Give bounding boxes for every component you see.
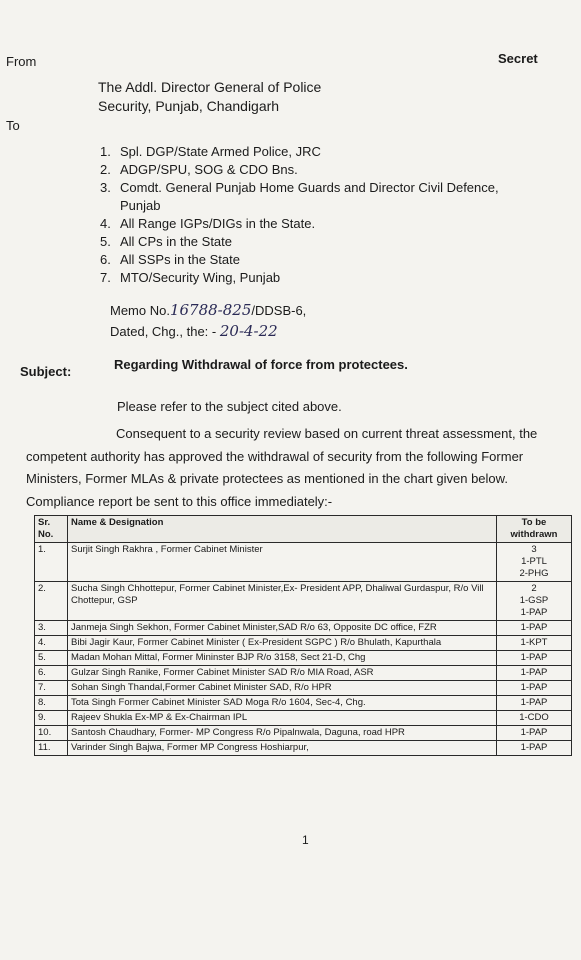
- withdrawn-entry: 1-PAP: [520, 742, 548, 753]
- cell-sr-no: 1.: [35, 543, 68, 582]
- table-row: [35, 651, 572, 666]
- subject-text: Regarding Withdrawal of force from protectees.: [114, 357, 408, 372]
- memo-prefix: Memo No.: [110, 303, 170, 318]
- cell-name-designation: Bibi Jagir Kaur, Former Cabinet Minister ( Ex-President SGPC ) R/o Bhulath, Kapurthala: [68, 636, 497, 651]
- dated-line: [110, 321, 306, 342]
- to-label: To: [6, 118, 20, 133]
- recipient-item: [100, 179, 499, 197]
- withdrawn-entry: 1-PAP: [520, 607, 548, 618]
- recipient-number: 2.: [100, 162, 111, 177]
- recipient-item: [100, 215, 499, 233]
- recipient-number: 4.: [100, 216, 111, 231]
- withdrawn-entry: 1-PAP: [520, 697, 548, 708]
- dated-prefix: Dated, Chg., the: -: [110, 324, 217, 339]
- recipient-text: All CPs in the State: [120, 234, 232, 249]
- withdrawn-entry: 1-CDO: [519, 712, 549, 723]
- table-row: [35, 636, 572, 651]
- cell-sr-no: 6.: [35, 666, 68, 681]
- recipient-text: All Range IGPs/DIGs in the State.: [120, 216, 316, 231]
- cell-name-designation: Gulzar Singh Ranike, Former Cabinet Minister SAD R/o MIA Road, ASR: [68, 666, 497, 681]
- cell-to-be-withdrawn: [497, 651, 572, 666]
- cell-name-designation: Rajeev Shukla Ex-MP & Ex-Chairman IPL: [68, 711, 497, 726]
- recipient-number: 7.: [100, 270, 111, 285]
- sender-line-1: The Addl. Director General of Police: [98, 79, 322, 95]
- body-paragraph: [26, 423, 578, 513]
- cell-name-designation: Varinder Singh Bajwa, Former MP Congress Hoshiarpur,: [68, 741, 497, 756]
- table-row: [35, 543, 572, 582]
- cell-sr-no: 10.: [35, 726, 68, 741]
- table-row: [35, 681, 572, 696]
- memo-suffix: /DDSB-6,: [251, 303, 307, 318]
- dated-handwritten: 20-4-22: [219, 322, 278, 340]
- header-to-be-withdrawn: To be withdrawn: [497, 516, 572, 543]
- table-row: [35, 696, 572, 711]
- refer-line: Please refer to the subject cited above.: [117, 399, 342, 414]
- cell-to-be-withdrawn: [497, 741, 572, 756]
- page-number: 1: [302, 833, 309, 847]
- cell-to-be-withdrawn: [497, 636, 572, 651]
- cell-to-be-withdrawn: [497, 681, 572, 696]
- recipient-text: MTO/Security Wing, Punjab: [120, 270, 281, 285]
- withdrawn-entry: 1-PAP: [520, 682, 548, 693]
- recipient-number: 1.: [100, 144, 111, 159]
- cell-to-be-withdrawn: [497, 666, 572, 681]
- recipient-number: 6.: [100, 252, 111, 267]
- cell-name-designation: Santosh Chaudhary, Former- MP Congress R/o Pipalnwala, Daguna, road HPR: [68, 726, 497, 741]
- cell-sr-no: 11.: [35, 741, 68, 756]
- withdrawn-entry: 1-KPT: [520, 637, 548, 648]
- table-row: [35, 582, 572, 621]
- withdrawal-table: [34, 515, 572, 756]
- body-paragraph-text: Consequent to a security review based on current threat assessment, the competent authority has approved the withdrawal of security from the following Former Ministers, Former MLAs & private protectees as mentioned in the chart given below. Compliance report be sent to this office immediately:-: [26, 426, 538, 509]
- recipient-list: [100, 143, 499, 287]
- recipient-number: 3.: [100, 180, 111, 195]
- recipient-continuation: Punjab: [120, 198, 161, 213]
- subject-label: Subject:: [20, 364, 72, 379]
- withdrawn-entry: 1-GSP: [519, 595, 549, 606]
- withdrawn-entry: 1-PAP: [520, 667, 548, 678]
- memo-number-line: [110, 300, 306, 321]
- withdrawn-entry: 2: [531, 583, 537, 594]
- table-header-row: [35, 516, 572, 543]
- withdrawn-entry: 3: [531, 544, 537, 555]
- recipient-text: ADGP/SPU, SOG & CDO Bns.: [120, 162, 298, 177]
- cell-sr-no: 5.: [35, 651, 68, 666]
- table-row: [35, 711, 572, 726]
- classification-label: Secret: [498, 51, 538, 66]
- cell-name-designation: Sohan Singh Thandal,Former Cabinet Minister SAD, R/o HPR: [68, 681, 497, 696]
- recipient-text: Comdt. General Punjab Home Guards and Director Civil Defence,: [120, 180, 499, 195]
- recipient-text: Spl. DGP/State Armed Police, JRC: [120, 144, 321, 159]
- header-sr-no: Sr. No.: [35, 516, 68, 543]
- recipient-item: [100, 143, 499, 161]
- sender-block: [98, 78, 321, 116]
- cell-to-be-withdrawn: [497, 621, 572, 636]
- recipient-item: [100, 269, 499, 287]
- withdrawn-entry: 1-PAP: [520, 622, 548, 633]
- header-name-designation: Name & Designation: [68, 516, 497, 543]
- table-row: [35, 741, 572, 756]
- table-row: [35, 666, 572, 681]
- cell-sr-no: 7.: [35, 681, 68, 696]
- cell-name-designation: Madan Mohan Mittal, Former Mininster BJP R/o 3158, Sect 21-D, Chg: [68, 651, 497, 666]
- sender-line-2: Security, Punjab, Chandigarh: [98, 98, 280, 114]
- table-body: [35, 543, 572, 756]
- cell-to-be-withdrawn: [497, 711, 572, 726]
- cell-to-be-withdrawn: [497, 696, 572, 711]
- withdrawn-entry: 1-PAP: [520, 727, 548, 738]
- cell-sr-no: 9.: [35, 711, 68, 726]
- table-row: [35, 726, 572, 741]
- withdrawn-entry: 2-PHG: [519, 568, 549, 579]
- cell-name-designation: Sucha Singh Chhottepur, Former Cabinet Minister,Ex- President APP, Dhaliwal Gurdaspur, R/o Vill Chottepur, GSP: [68, 582, 497, 621]
- withdrawn-entry: 1-PTL: [521, 556, 547, 567]
- cell-sr-no: 8.: [35, 696, 68, 711]
- recipient-item: [100, 233, 499, 251]
- cell-sr-no: 2.: [35, 582, 68, 621]
- withdrawn-entry: 1-PAP: [520, 652, 548, 663]
- cell-sr-no: 3.: [35, 621, 68, 636]
- memo-handwritten-number: 16788-825: [169, 301, 252, 319]
- cell-name-designation: Surjit Singh Rakhra , Former Cabinet Minister: [68, 543, 497, 582]
- memo-reference: [110, 300, 306, 342]
- recipient-item: [100, 251, 499, 269]
- cell-to-be-withdrawn: [497, 543, 572, 582]
- recipient-item: [100, 161, 499, 179]
- cell-to-be-withdrawn: [497, 726, 572, 741]
- recipient-number: 5.: [100, 234, 111, 249]
- cell-name-designation: Janmeja Singh Sekhon, Former Cabinet Minister,SAD R/o 63, Opposite DC office, FZR: [68, 621, 497, 636]
- cell-to-be-withdrawn: [497, 582, 572, 621]
- recipient-text: All SSPs in the State: [120, 252, 240, 267]
- cell-sr-no: 4.: [35, 636, 68, 651]
- from-label: From: [6, 54, 37, 69]
- cell-name-designation: Tota Singh Former Cabinet Minister SAD Moga R/o 1604, Sec-4, Chg.: [68, 696, 497, 711]
- table-row: [35, 621, 572, 636]
